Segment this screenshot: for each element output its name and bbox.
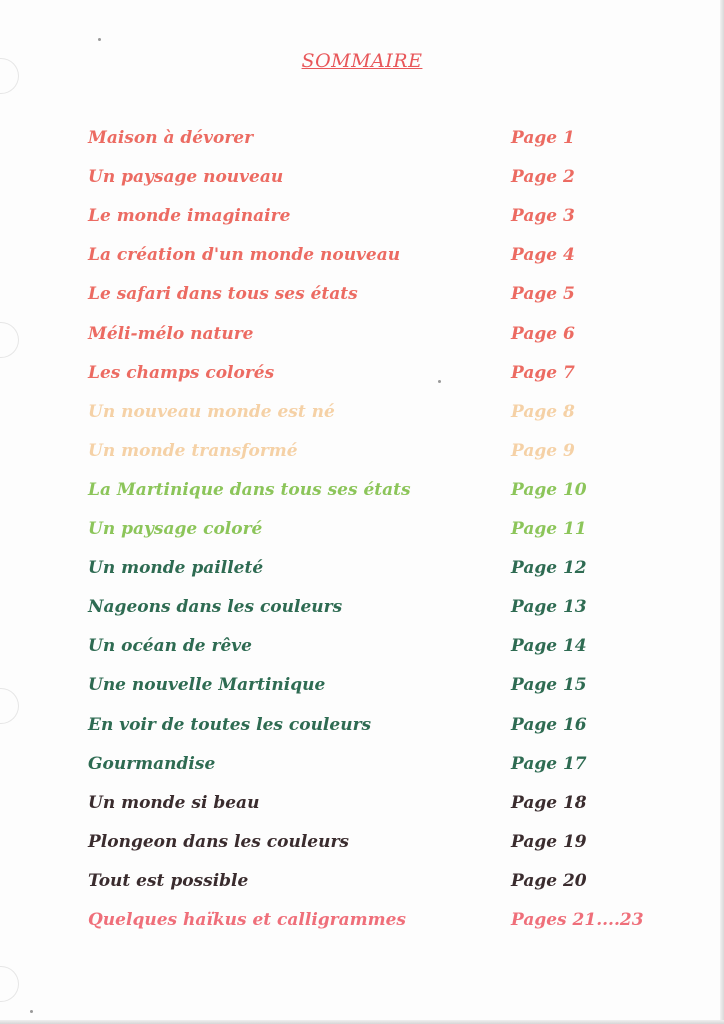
toc-entry-title: Un paysage nouveau <box>88 167 284 188</box>
toc-entry <box>0 206 724 236</box>
toc-entry-title: Un monde pailleté <box>88 558 264 579</box>
paper-edge <box>0 1020 724 1024</box>
toc-entry-page: Page 2 <box>511 167 575 188</box>
toc-entry <box>0 636 724 666</box>
toc-entry-title: La Martinique dans tous ses états <box>88 479 411 500</box>
toc-entry-title: La création d'un monde nouveau <box>88 245 401 266</box>
toc-entry-page: Page 7 <box>511 362 575 383</box>
toc-entry-title: Quelques haïkus et calligrammes <box>88 910 407 930</box>
toc-entry-title: Nageons dans les couleurs <box>88 597 343 618</box>
toc-entry-title: Le monde imaginaire <box>88 206 291 227</box>
toc-entry <box>0 402 724 432</box>
toc-entry <box>0 128 724 158</box>
toc-entry-title: Les champs colorés <box>88 362 275 383</box>
toc-entry-page: Page 9 <box>511 440 575 461</box>
toc-entry-page: Page 13 <box>511 597 587 618</box>
punch-hole-mark <box>0 966 19 1002</box>
toc-entry-title: Gourmandise <box>88 753 216 774</box>
toc-entry <box>0 597 724 627</box>
toc-entry-page: Page 1 <box>511 128 575 148</box>
toc-entry-title: Une nouvelle Martinique <box>88 675 326 696</box>
paper-edge <box>720 0 724 1024</box>
toc-entry-page: Page 14 <box>511 636 587 657</box>
toc-entry-page: Page 11 <box>511 519 587 539</box>
toc-entry <box>0 910 724 940</box>
toc-entry <box>0 793 724 823</box>
toc-entry <box>0 480 724 510</box>
toc-entry-page: Page 12 <box>511 558 587 579</box>
toc-entry <box>0 284 724 314</box>
toc-entry-page: Page 15 <box>511 675 587 696</box>
toc-entry-page: Page 8 <box>511 401 575 422</box>
toc-entry-page: Page 19 <box>511 831 587 852</box>
toc-entry <box>0 441 724 471</box>
toc-entry-page: Page 16 <box>511 714 587 735</box>
toc-entry-title: Tout est possible <box>88 870 249 891</box>
toc-entry-page: Page 5 <box>511 284 575 305</box>
toc-entry-title: Le safari dans tous ses états <box>88 284 358 305</box>
toc-entry-page: Pages 21....23 <box>511 910 644 930</box>
toc-entry-title: Maison à dévorer <box>88 128 254 148</box>
toc-entry-page: Page 6 <box>511 323 575 344</box>
toc-entry-page: Page 10 <box>511 479 587 500</box>
toc-entry <box>0 558 724 588</box>
toc-entry <box>0 324 724 354</box>
toc-entry <box>0 715 724 745</box>
toc-entry-page: Page 3 <box>511 206 575 227</box>
toc-entry-page: Page 18 <box>511 792 587 813</box>
speck-mark <box>98 38 101 41</box>
toc-entry-title: Plongeon dans les couleurs <box>88 831 349 852</box>
toc-entry <box>0 675 724 705</box>
toc-entry-title: Un monde si beau <box>88 792 260 813</box>
page-title: SOMMAIRE <box>301 50 423 72</box>
toc-entry-page: Page 20 <box>511 870 587 891</box>
toc-entry-title: Un océan de rêve <box>88 636 252 657</box>
speck-mark <box>30 1010 33 1013</box>
toc-entry-title: Méli-mélo nature <box>88 323 254 344</box>
toc-entry <box>0 871 724 901</box>
toc-entry <box>0 245 724 275</box>
toc-entry <box>0 754 724 784</box>
toc-entry <box>0 519 724 549</box>
toc-entry-title: Un nouveau monde est né <box>88 401 335 422</box>
toc-entry-title: Un monde transformé <box>88 440 298 461</box>
toc-entry-title: En voir de toutes les couleurs <box>88 714 372 735</box>
toc-entry-page: Page 4 <box>511 245 575 266</box>
toc-entry-page: Page 17 <box>511 753 587 774</box>
toc-entry <box>0 832 724 862</box>
toc-entry <box>0 167 724 197</box>
toc-entry <box>0 363 724 393</box>
toc-entry-title: Un paysage coloré <box>88 519 263 539</box>
